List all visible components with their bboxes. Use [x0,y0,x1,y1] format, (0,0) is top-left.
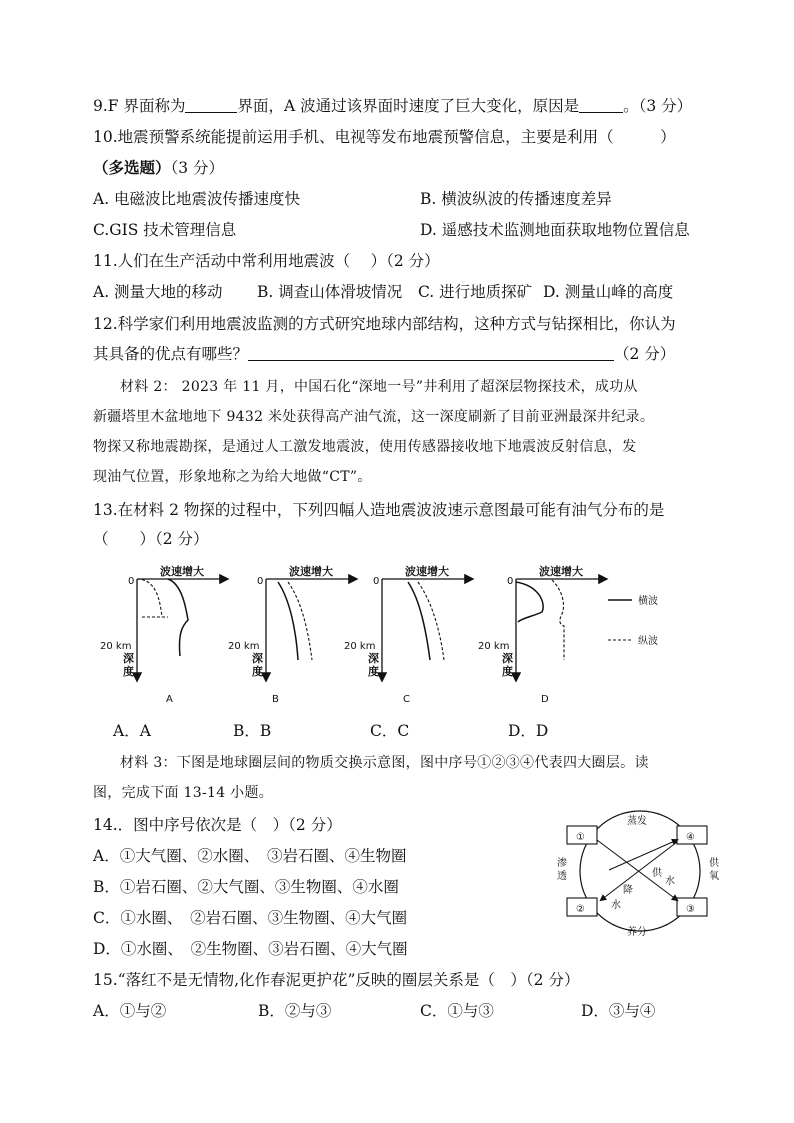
label-infiltration-1: 渗 [557,858,567,869]
material2-line2: 新疆塔里木盆地地下 9432 米处获得高产油气流，这一深度刷新了目前亚洲最深井纪录。 [93,409,655,425]
q15-option-a[interactable]: A．①与② [93,1002,167,1020]
diagram-legend [608,594,658,647]
material2-line3: 物探又称地震勘探，是通过人工激发地震波，使用传感器接收地下地震波反射信息，发 [93,439,637,455]
panel-a-depth-char1: 深 [123,652,134,665]
panel-a-primary-wave [137,579,162,617]
panel-a-axis-label: 波速增大 [160,565,204,578]
q10-option-a[interactable]: A. 电磁波比地震波传播速度快 [93,190,301,208]
panel-a-depth-char2: 度 [123,665,134,678]
question-12-line2 [93,343,675,365]
label-infiltration-2: 透 [557,871,567,882]
q13-option-a[interactable]: A．A [113,722,151,740]
q13-option-d[interactable]: D．D [508,722,549,740]
panel-c-depth-char2: 度 [368,665,379,678]
q15-option-d[interactable]: D．③与④ [581,1002,656,1020]
question-15-stem: 15.“落红不是无情物,化作春泥更护花”反映的圈层关系是（ ）（2 分） [93,971,580,989]
label-oxygen-1: 供 [709,858,719,869]
panel-b [228,564,356,705]
panel-c-primary-wave [418,582,444,660]
q9-text-b: 界面，A 波通过该界面时速度了巨大变化，原因是 [237,97,580,115]
panel-b-shear-wave [278,582,298,660]
question-10-tag [93,157,224,179]
panel-a-label: A [166,694,173,705]
material2-line1: 材料 2： 2023 年 11 月，中国石化“深地一号”井利用了超深层物探技术，成功从 [120,379,638,395]
q14-option-a[interactable]: A．①大气圈、②水圈、 ③岩石圈、④生物圈 [93,847,407,865]
box-4-label: ④ [686,832,695,843]
box-2-label: ② [576,904,585,915]
panel-d-zero: 0 [507,576,514,587]
panel-d-shear-wave [516,582,543,622]
panel-b-label: B [272,694,279,705]
q13-option-c[interactable]: C．C [370,722,410,740]
multi-choice-tag: （多选题） [93,158,171,177]
panel-c-label: C [403,694,410,705]
q11-option-d[interactable]: D. 测量山峰的高度 [543,283,674,301]
q12-answer-blank[interactable] [248,344,614,361]
panel-c-depth-char1: 深 [368,652,379,665]
arrow-supply-water [609,840,677,870]
q12-text: 其具备的优点有哪些？ [93,345,249,363]
question-9 [93,95,692,117]
sphere-exchange-diagram [555,800,725,942]
box-1-label: ① [576,832,585,843]
panel-c-depth-mark: 20 km [344,641,376,652]
panel-a-shear-wave [168,579,188,656]
q14-option-d[interactable]: D．①水圈、 ②生物圈、③岩石圈、④大气圈 [93,940,408,958]
q15-option-b[interactable]: B．②与③ [258,1002,332,1020]
label-supply-1: 供 [652,868,662,879]
panel-a-depth-mark: 20 km [100,641,132,652]
panel-c-axis-label: 波速增大 [405,565,449,578]
material3-line2: 图，完成下面 13-14 小题。 [93,785,274,801]
q11-option-c[interactable]: C. 进行地质探矿 [418,283,533,301]
panel-d-depth-mark: 20 km [478,641,510,652]
seismic-wave-velocity-diagram [90,560,710,710]
question-13-line1: 13.在材料 2 物探的过程中，下列四幅人造地震波波速示意图最可能有油气分布的是 [93,501,665,519]
question-12-line1: 12.科学家们利用地震波监测的方式研究地球内部结构，这种方式与钻探相比，你认为 [93,315,676,333]
panel-b-zero: 0 [257,576,264,587]
panel-d-depth-char2: 度 [502,665,513,678]
legend-shear-wave: 横波 [638,596,658,607]
question-10-stem: 10.地震预警系统能提前运用手机、电视等发布地震预警信息，主要是利用（ ） [93,128,676,146]
q9-blank-2[interactable] [579,96,623,113]
panel-d [478,564,606,705]
q11-option-b[interactable]: B. 调查山体滑坡情况 [257,283,403,301]
q9-blank-1[interactable] [185,96,237,113]
label-fall: 降 [623,885,633,896]
panel-a [100,564,227,705]
panel-a-zero: 0 [128,576,135,587]
q10-score: （3 分） [170,159,225,177]
legend-primary-wave: 纵波 [638,636,658,647]
label-water: 水 [611,900,621,911]
question-14-stem: 14.．图中序号依次是（ ）（2 分） [93,816,342,834]
question-13-line2: （ ）（2 分） [93,530,209,548]
label-nutrients: 养分 [627,927,647,938]
q10-option-c[interactable]: C.GIS 技术管理信息 [93,221,237,239]
q11-option-a[interactable]: A. 测量大地的移动 [93,283,223,301]
panel-b-primary-wave [288,582,312,660]
material3-line1: 材料 3：下图是地球圈层间的物质交换示意图，图中序号①②③④代表四大圈层。读 [120,755,649,771]
panel-d-depth-char1: 深 [502,652,513,665]
panel-c-shear-wave [408,582,430,660]
q12-score: （2 分） [614,345,676,363]
panel-b-depth-mark: 20 km [228,641,260,652]
label-evaporation: 蒸发 [627,816,647,827]
panel-c-zero: 0 [373,576,380,587]
q10-option-d[interactable]: D. 遥感技术监测地面获取地物位置信息 [420,221,690,239]
q15-option-c[interactable]: C．①与③ [420,1002,494,1020]
material2-line4: 现油气位置，形象地称之为给大地做“CT”。 [93,469,372,485]
q13-option-b[interactable]: B．B [233,722,272,740]
panel-b-depth-char2: 度 [252,665,263,678]
box-3-label: ③ [686,904,695,915]
question-11-stem: 11.人们在生产活动中常利用地震波（ ）（2 分） [93,252,440,270]
q14-option-c[interactable]: C．①水圈、 ②岩石圈、③生物圈、④大气圈 [93,909,408,927]
label-oxygen-2: 氧 [709,871,719,882]
panel-c [344,564,472,705]
q10-option-b[interactable]: B. 横波纵波的传播速度差异 [420,190,612,208]
q14-option-b[interactable]: B．①岩石圈、②大气圈、③生物圈、④水圈 [93,878,399,896]
panel-d-label: D [541,694,549,705]
panel-b-axis-label: 波速增大 [289,565,333,578]
q9-text-c: 。（3 分） [623,97,693,115]
panel-d-primary-wave [552,580,564,660]
q9-text-a: 9.F 界面称为 [93,97,186,115]
panel-d-axis-label: 波速增大 [539,565,583,578]
label-supply-2: 水 [665,876,675,887]
panel-b-depth-char1: 深 [252,652,263,665]
